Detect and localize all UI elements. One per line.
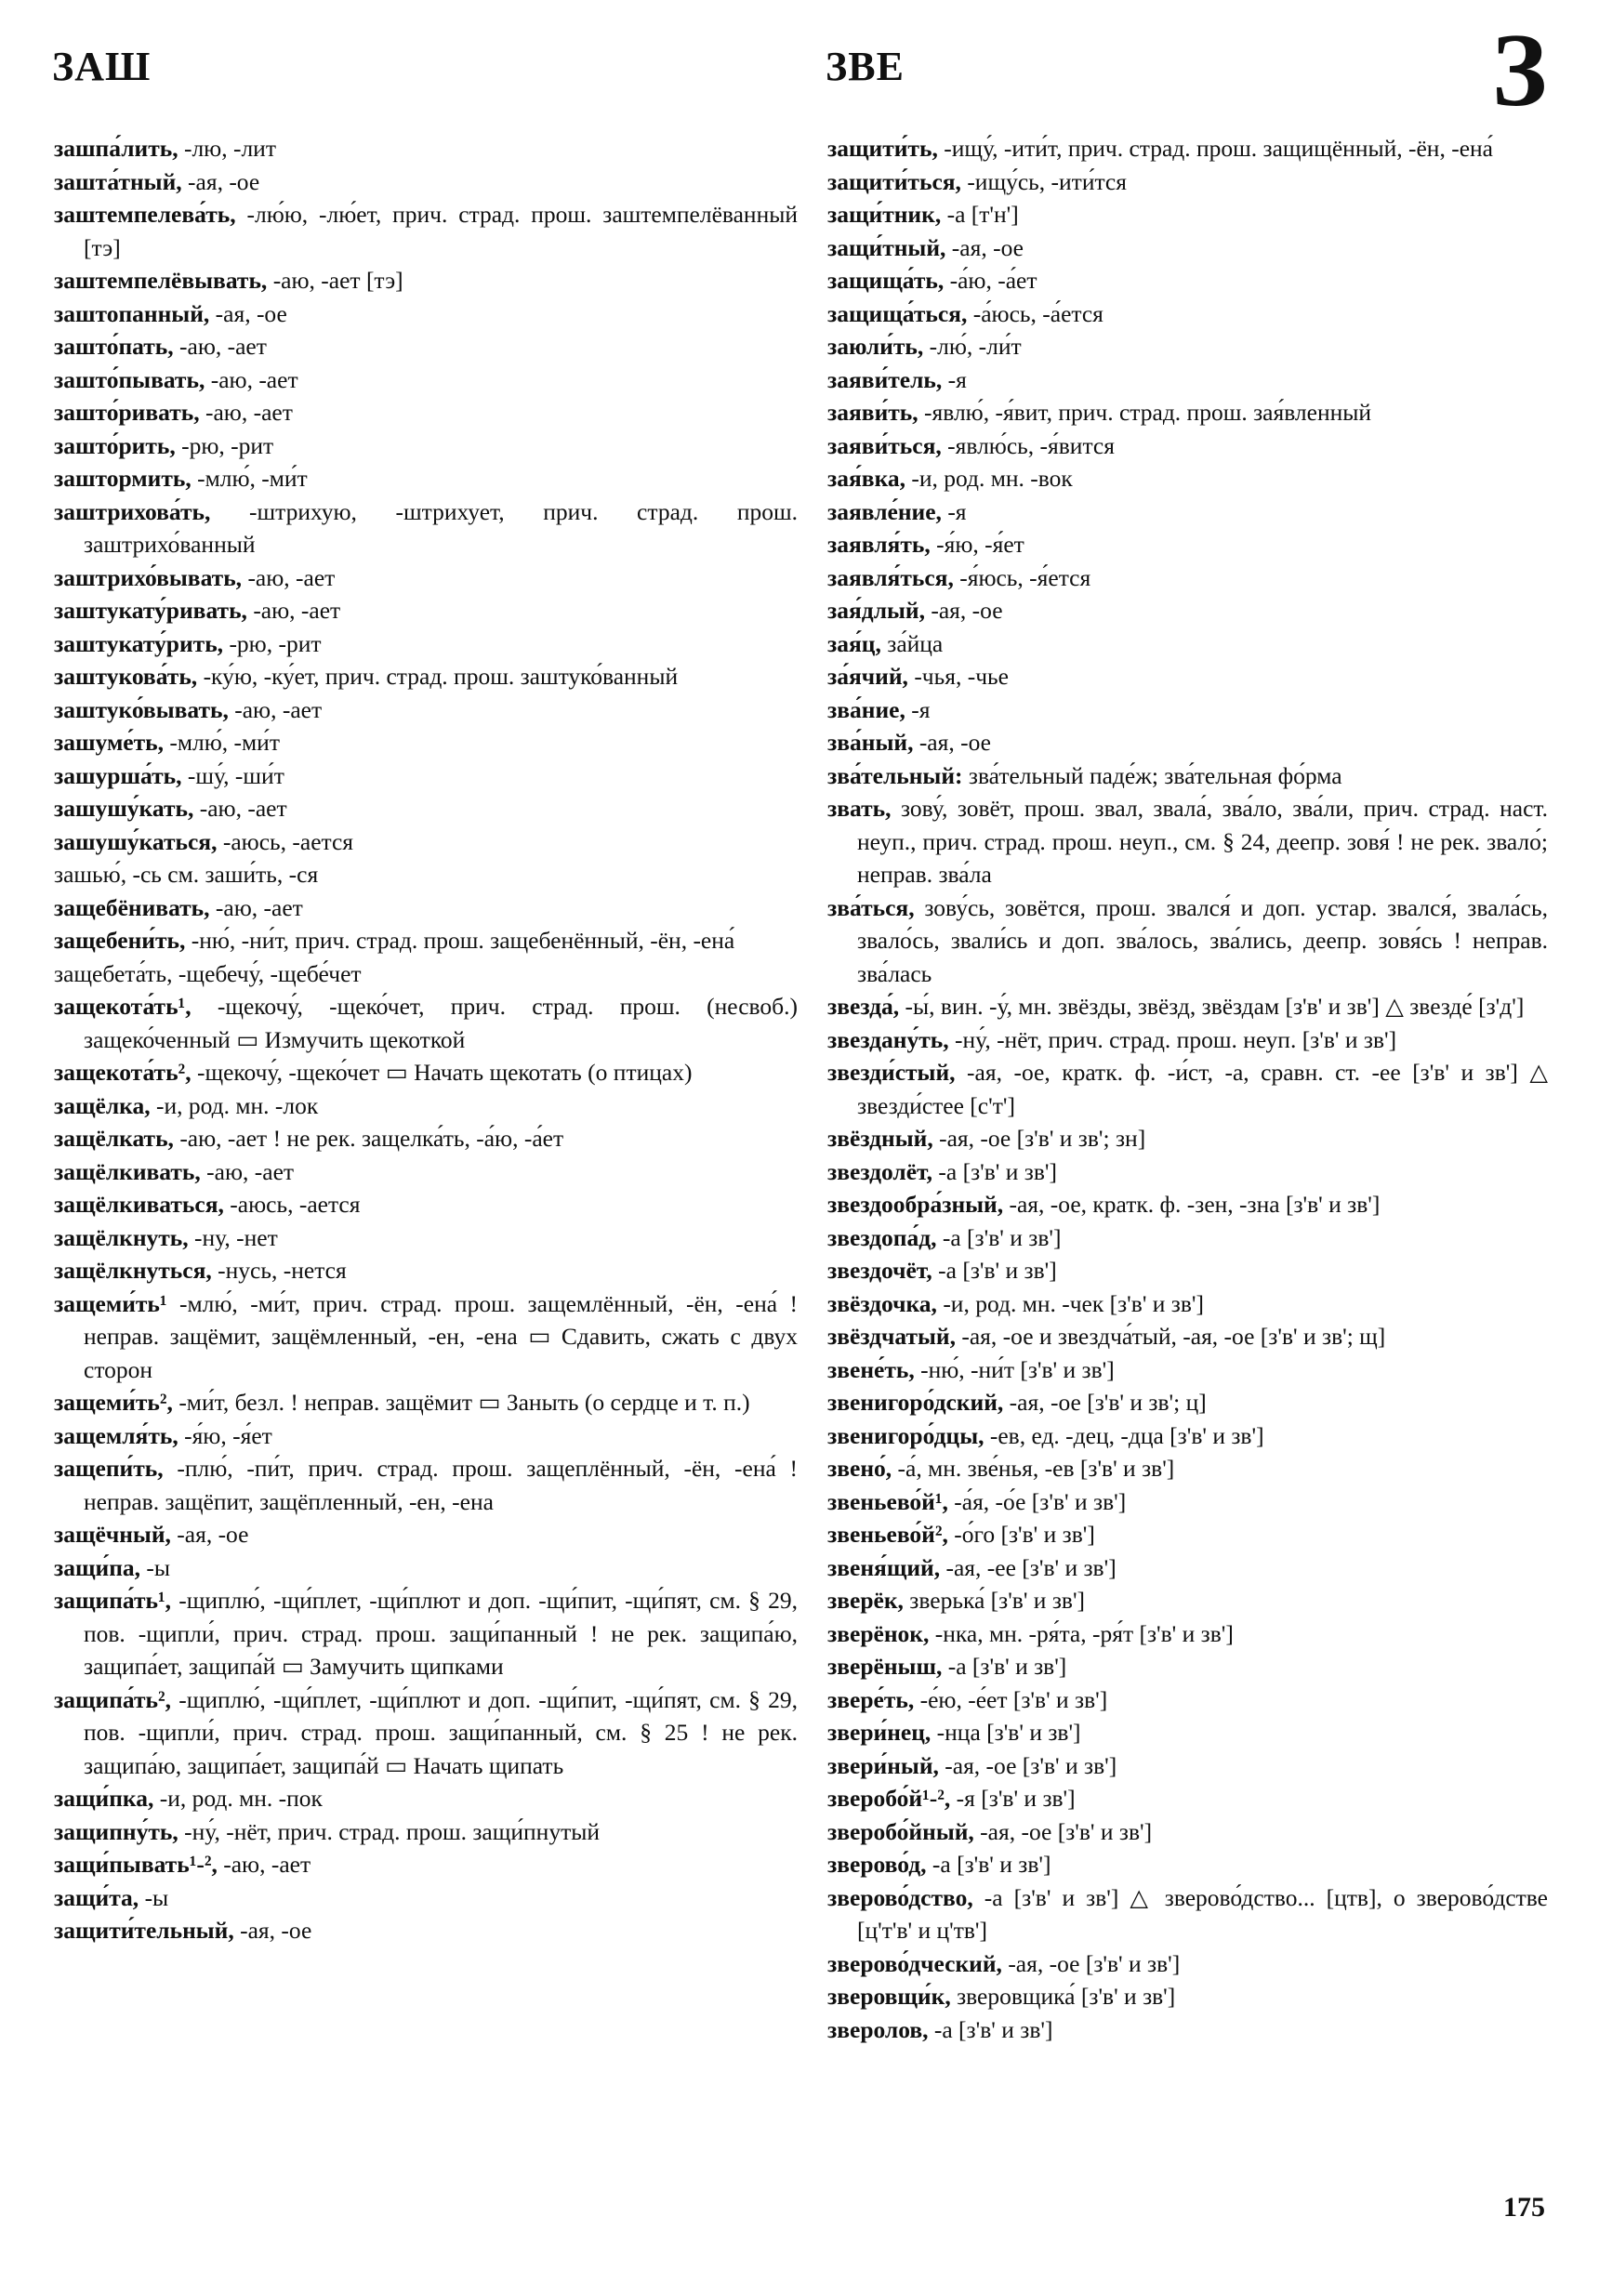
entry-text: -ну, -нет	[188, 1223, 278, 1251]
dictionary-entry	[54, 561, 798, 595]
dictionary-entry	[54, 957, 798, 991]
dictionary-entry	[54, 1584, 798, 1683]
dictionary-entry	[827, 1551, 1548, 1585]
entry-text: -аюсь, -ается	[223, 1191, 361, 1218]
entry-text: -ая, -ое	[233, 1917, 312, 1944]
dictionary-entry	[54, 1782, 798, 1815]
entry-text: -штрихую, -штрихует, прич. страд. прош. заштрихо́ванный	[84, 497, 798, 558]
entry-text: -а́ю, -а́ет	[944, 267, 1037, 294]
dictionary-entry	[54, 660, 798, 693]
entry-text: -я	[905, 695, 931, 723]
dictionary-entry	[54, 363, 798, 397]
entry-text: -а [з'в' и зв']	[932, 1257, 1057, 1284]
entry-text: -а [з'в' и зв']	[928, 2015, 1053, 2043]
headword: зва́ние,	[827, 695, 905, 723]
headword: зая́длый,	[827, 597, 925, 624]
headword: зашушу́каться,	[54, 827, 218, 855]
headword: зашто́ривать,	[54, 399, 200, 426]
headword: защёчный,	[54, 1521, 171, 1548]
entry-text: -ищу́, -ити́т, прич. страд. прош. защищённый, -ён, -ена́	[937, 135, 1493, 162]
headword: звене́ть,	[827, 1355, 915, 1383]
dictionary-entry	[827, 1947, 1548, 1981]
headword: звери́ный,	[827, 1751, 939, 1779]
headword: зашуме́ть,	[54, 729, 165, 756]
dictionary-entry	[827, 198, 1548, 231]
entry-text: -ая, -ое	[181, 167, 260, 195]
entry-text: -щиплю́, -щи́плет, -щи́плют и доп. -щи́пит, -щи́пят, см. § 29, пов. -щипли́, прич. страд. прош. защи́панный ! не рек. защипа́ю, защипа́ет, защипа́й ▭ Замучить щипками	[84, 1587, 798, 1680]
headword: звёздный,	[827, 1125, 933, 1152]
dictionary-entry	[827, 726, 1548, 759]
entry-text: -ая, -ое	[209, 299, 287, 327]
headword: зая́ц,	[827, 629, 881, 657]
headword: заявля́ться,	[827, 563, 954, 591]
dictionary-entry	[54, 1188, 798, 1221]
entry-text: -аю, -ает	[242, 563, 336, 591]
dictionary-entry	[827, 1254, 1548, 1287]
entry-text: -млю́, -ми́т	[191, 465, 308, 492]
headword: зверово́д,	[827, 1851, 927, 1878]
dictionary-entry	[54, 891, 798, 925]
dictionary-entry	[827, 1749, 1548, 1783]
dictionary-entry	[54, 495, 798, 561]
entry-text: -ы	[139, 1883, 169, 1911]
dictionary-entry	[827, 1353, 1548, 1387]
dictionary-entry	[54, 726, 798, 759]
entry-text: -ы	[140, 1553, 171, 1581]
headword: зверово́дство,	[827, 1883, 973, 1911]
entry-text: -а́, мн. зве́нья, -ев [з'в' и зв']	[892, 1455, 1175, 1482]
headword: звёздчатый,	[827, 1323, 956, 1350]
headword: звери́нец,	[827, 1719, 932, 1746]
headword: звеня́щий,	[827, 1553, 941, 1581]
headword: зашто́рить,	[54, 431, 176, 459]
entry-text: -ая, -ое, кратк. ф. -и́ст, -а, сравн. ст. -ее [з'в' и зв'] △ звезди́стее [с'т']	[857, 1059, 1548, 1119]
headword: зва́ный,	[827, 729, 914, 756]
headword: звере́ть,	[827, 1685, 915, 1713]
dictionary-entry	[54, 693, 798, 727]
entry-text: -аю, -ает	[199, 399, 293, 426]
headword: защебёнивать,	[54, 893, 210, 921]
headword: защекота́ть¹,	[54, 993, 192, 1020]
entry-text: -щекочу́, -щеко́чет, прич. страд. прош. (несвоб.) защеко́ченный ▭ Измучить щекоткой	[84, 993, 798, 1053]
headword: защемля́ть,	[54, 1421, 178, 1449]
dictionary-entry	[827, 396, 1548, 429]
headword: заштемпелева́ть,	[54, 201, 236, 228]
headword: зверёк,	[827, 1587, 904, 1614]
headword: заштукату́рить,	[54, 629, 224, 657]
entry-text: -я́ю, -я́ет	[178, 1421, 272, 1449]
headword: зверовщи́к,	[827, 1983, 951, 2010]
headword: звездообра́зный,	[827, 1191, 1004, 1218]
headword: защебени́ть,	[54, 927, 186, 954]
headword: звездочёт,	[827, 1257, 932, 1284]
dictionary-entry	[827, 264, 1548, 297]
headword: заявле́ние,	[827, 497, 942, 525]
headword: защи́тный,	[827, 233, 946, 261]
dictionary-entry	[827, 297, 1548, 331]
headword: заяви́ться,	[827, 431, 942, 459]
headword: защи́тник,	[827, 201, 942, 228]
dictionary-entry	[827, 363, 1548, 397]
entry-text: -ая, -ое [з'в' и зв']	[973, 1817, 1153, 1845]
dictionary-entry	[54, 1155, 798, 1189]
running-head-left: ЗАШ	[52, 44, 152, 89]
entry-text: -щиплю́, -щи́плет, -щи́плют и доп. -щи́пит, -щи́пят, см. § 29, пов. -щипли́, прич. страд. прош. защи́панный, см. § 25 ! не рек. защипа́ю, защипа́ет, защипа́й ▭ Начать щипать	[84, 1685, 798, 1779]
headword: звезди́стый,	[827, 1059, 956, 1086]
dictionary-entry	[54, 264, 798, 297]
dictionary-entry	[827, 1419, 1548, 1453]
entry-text: -нусь, -нется	[211, 1257, 347, 1284]
entry-text: -ая, -ое	[913, 729, 991, 756]
entry-text: -а [з'в' и зв']	[942, 1653, 1067, 1680]
headword: защёлкивать,	[54, 1157, 201, 1185]
headword: защёлкать,	[54, 1125, 174, 1152]
headword: звеньево́й²,	[827, 1521, 948, 1548]
entry-text: -а [з'в' и зв']	[926, 1851, 1051, 1878]
dictionary-entry	[827, 2013, 1548, 2047]
entry-text: -ая, -ое и звездча́тый, -ая, -ое [з'в' и зв'; щ]	[956, 1323, 1386, 1350]
dictionary-entry	[827, 231, 1548, 265]
dictionary-entry	[827, 1056, 1548, 1122]
dictionary-entry	[827, 1155, 1548, 1189]
entry-text: -рю, -рит	[175, 431, 274, 459]
headword: звено́,	[827, 1455, 892, 1482]
dictionary-entry	[54, 165, 798, 199]
headword: защепи́ть,	[54, 1455, 164, 1482]
entry-text: -ню́, -ни́т, прич. страд. прош. защебенённый, -ён, -ена́	[185, 927, 735, 954]
entry-text: -я́ю, -я́ет	[930, 531, 1024, 558]
headword: зверобо́йный,	[827, 1817, 974, 1845]
entry-text: -явлю́, -я́вит, прич. страд. прош. зая́вленный	[918, 399, 1372, 426]
dictionary-entry	[54, 1815, 798, 1849]
entry-text: -аю, -ает ! не рек. защелка́ть, -а́ю, -а́ет	[173, 1125, 564, 1152]
entry-text: -нка, мн. -ря́та, -ря́т [з'в' и зв']	[929, 1619, 1234, 1647]
dictionary-entry	[827, 1221, 1548, 1255]
headword: защёлкиваться,	[54, 1191, 224, 1218]
dictionary-entry	[827, 462, 1548, 495]
dictionary-entry	[827, 429, 1548, 463]
entry-text: -ая, -ое [з'в' и зв']	[1001, 1949, 1181, 1977]
dictionary-entry	[54, 759, 798, 793]
right-column	[827, 132, 1548, 2046]
entry-text: -аю, -ает [тэ]	[267, 267, 403, 294]
dictionary-entry	[54, 1089, 798, 1123]
entry-text: -аю, -ает	[228, 695, 323, 723]
entry-text: -и, род. мн. -вок	[905, 465, 1073, 492]
headword: зверёнок,	[827, 1619, 930, 1647]
dictionary-entry	[827, 660, 1548, 693]
entry-text: -а́я, -о́е [з'в' и зв']	[947, 1487, 1127, 1515]
dictionary-entry	[54, 1056, 798, 1089]
entry-text: -ми́т, безл. ! неправ. защёмит ▭ Заныть (о сердце и т. п.)	[172, 1389, 750, 1416]
entry-text: -ну́, -нёт, прич. страд. прош. неуп. [з'в' и зв']	[948, 1025, 1397, 1053]
headword: заштуко́вывать,	[54, 695, 229, 723]
entry-text: -шу́, -ши́т	[181, 761, 284, 789]
dictionary-entry	[827, 1683, 1548, 1717]
entry-text: -а [з'в' и зв'] △ зверово́дство... [цтв], о зверово́дстве [ц'т'в' и ц'тв']	[857, 1883, 1548, 1944]
headword: звенигоро́дский,	[827, 1389, 1004, 1416]
dictionary-entry	[827, 528, 1548, 561]
entry-text: -рю, -рит	[223, 629, 322, 657]
entry-text: -ая, -ое	[945, 233, 1024, 261]
entry-text: -ая, -ое	[924, 597, 1003, 624]
entry-text: -ку́ю, -ку́ет, прич. страд. прош. заштуко́ванный	[197, 663, 679, 690]
headword: заяви́ть,	[827, 399, 918, 426]
dictionary-entry	[54, 429, 798, 463]
headword: зверолов,	[827, 2015, 929, 2043]
headword: защеми́ть¹	[54, 1289, 167, 1317]
entry-text: -а [з'в' и зв']	[932, 1157, 1057, 1185]
headword: зверёныш,	[827, 1653, 943, 1680]
headword: защи́пывать¹‑²,	[54, 1851, 218, 1878]
headword: защи́па,	[54, 1553, 141, 1581]
dictionary-entry	[54, 330, 798, 363]
headword: заштопанный,	[54, 299, 210, 327]
dictionary-entry	[827, 1320, 1548, 1353]
dictionary-entry	[54, 1221, 798, 1255]
entry-text: -лю́, -ли́т	[923, 333, 1022, 360]
entry-text: зверовщика́ [з'в' и зв']	[950, 1983, 1176, 2010]
dictionary-entry	[54, 1518, 798, 1551]
entry-text: -ая, -ее [з'в' и зв']	[940, 1553, 1117, 1581]
dictionary-entry	[54, 1254, 798, 1287]
dictionary-entry	[54, 297, 798, 331]
dictionary-entry	[54, 198, 798, 264]
dictionary-entry	[54, 1848, 798, 1881]
dictionary-entry	[827, 1386, 1548, 1419]
headword: защеми́ть²,	[54, 1389, 173, 1416]
headword: зашто́пать,	[54, 333, 174, 360]
entry-text: -аю, -ает	[205, 365, 298, 393]
running-head-right: ЗВЕ	[826, 44, 905, 89]
entry-text: -аю, -ает	[200, 1157, 295, 1185]
headword: зая́вка,	[827, 465, 905, 492]
headword: звать,	[827, 795, 892, 822]
headword: защища́ться,	[827, 299, 968, 327]
entry-text: -и, род. мн. -чек [з'в' и зв']	[936, 1289, 1205, 1317]
dictionary-entry	[54, 1914, 798, 1947]
dictionary-entry	[54, 1122, 798, 1155]
dictionary-entry	[827, 1782, 1548, 1815]
dictionary-entry	[827, 165, 1548, 199]
headword: защища́ть,	[827, 267, 945, 294]
entry-text: зва́тельный паде́ж; зва́тельная фо́рма	[962, 761, 1342, 789]
entry-text: защебета́ть, -щебечу́, -щебе́чет	[54, 959, 362, 987]
headword: звенигоро́дцы,	[827, 1421, 985, 1449]
dictionary-entry	[827, 990, 1548, 1023]
entry-text: -чья, -чье	[907, 663, 1010, 690]
headword: защёлка,	[54, 1091, 151, 1119]
headword: защёлкнуть,	[54, 1223, 189, 1251]
dictionary-entry	[54, 396, 798, 429]
headword: заштукату́ривать,	[54, 597, 247, 624]
entry-text: -я [з'в' и зв']	[950, 1785, 1076, 1812]
entry-text: -ню́, -ни́т [з'в' и зв']	[914, 1355, 1115, 1383]
dictionary-entry	[827, 792, 1548, 891]
headword: за́ячий,	[827, 663, 908, 690]
headword: защипа́ть¹,	[54, 1587, 172, 1614]
entry-text: -явлю́сь, -я́вится	[941, 431, 1115, 459]
dictionary-entry	[54, 924, 798, 957]
headword: зашушу́кать,	[54, 795, 194, 822]
dictionary-entry	[827, 1650, 1548, 1683]
dictionary-entry	[827, 1485, 1548, 1519]
dictionary-entry	[827, 330, 1548, 363]
entry-text: -о́го [з'в' и зв']	[947, 1521, 1095, 1548]
entry-text: -аю, -ает	[193, 795, 287, 822]
dictionary-entry	[827, 1881, 1548, 1947]
entry-text: -ая, -ое [з'в' и зв']	[938, 1751, 1117, 1779]
headword: зва́ться,	[827, 893, 915, 921]
entry-text: -млю́, -ми́т, прич. страд. прош. защемлённый, -ён, -ена́ ! неправ. защёмит, защёмленный, -ен, -ена ▭ Сдавить, сжать с двух сторон	[84, 1289, 798, 1383]
dictionary-entry	[54, 792, 798, 825]
entry-text: -лю, -лит	[178, 135, 276, 162]
entry-text: -млю́, -ми́т	[164, 729, 280, 756]
headword: заштормить,	[54, 465, 192, 492]
headword: зверобо́й¹‑²,	[827, 1785, 951, 1812]
left-column	[54, 132, 798, 1947]
entry-text: зову́, зовёт, прош. звал, звала́, зва́ло, зва́ли, прич. страд. наст. неуп., прич. страд. прош. неуп., см. § 24, деепр. зовя́ ! не рек. звало́; неправ. зва́ла	[857, 795, 1548, 888]
entry-text: -ая, -ое [з'в' и зв'; ц]	[1003, 1389, 1207, 1416]
dictionary-entry	[827, 495, 1548, 529]
entry-text: -и, род. мн. -лок	[150, 1091, 319, 1119]
entry-text: -аю, -ает	[173, 333, 267, 360]
headword: защити́ться,	[827, 167, 961, 195]
headword: заштрихова́ть,	[54, 497, 211, 525]
headword: защипну́ть,	[54, 1817, 178, 1845]
entry-text: -ев, ед. -дец, -дца [з'в' и зв']	[984, 1421, 1264, 1449]
dictionary-entry	[54, 594, 798, 627]
entry-text: зову́сь, зовётся, прош. звался́ и доп. устар. звался́, звала́сь, звало́сь, звали́сь и доп. зва́лось, зва́лись, деепр. зовя́сь ! неправ. зва́лась	[857, 893, 1548, 987]
dictionary-entry	[827, 1287, 1548, 1321]
headword: звезда́,	[827, 993, 900, 1020]
headword: защи́та,	[54, 1883, 139, 1911]
dictionary-entry	[827, 627, 1548, 661]
dictionary-entry	[827, 1815, 1548, 1849]
headword: зашурша́ть,	[54, 761, 182, 789]
headword: звездопа́д,	[827, 1223, 937, 1251]
page-number: 175	[1503, 2192, 1545, 2223]
headword: заштемпелёвывать,	[54, 267, 268, 294]
dictionary-entry	[827, 1848, 1548, 1881]
headword: защити́ть,	[827, 135, 938, 162]
section-letter: З	[1491, 13, 1547, 128]
entry-text: -я́юсь, -я́ется	[953, 563, 1091, 591]
dictionary-entry	[827, 561, 1548, 595]
dictionary-entry	[54, 1386, 798, 1419]
headword: зверово́дческий,	[827, 1949, 1002, 1977]
dictionary-entry	[54, 1287, 798, 1387]
entry-text: -ая, -ое	[170, 1521, 249, 1548]
entry-text: -ы́, вин. -у́, мн. звёзды, звёзд, звёздам [з'в' и зв'] △ звезде́ [з'д']	[899, 993, 1525, 1020]
entry-text: -я	[942, 365, 967, 393]
dictionary-entry	[54, 1881, 798, 1915]
entry-text: -я	[941, 497, 967, 525]
headword: защипа́ть²,	[54, 1685, 172, 1713]
entry-text: -ая, -ое, кратк. ф. -зен, -зна [з'в' и зв']	[1003, 1191, 1381, 1218]
dictionary-entry	[827, 132, 1548, 165]
entry-text: -и, род. мн. -пок	[153, 1785, 323, 1812]
headword: заяви́тель,	[827, 365, 943, 393]
headword: зва́тельный:	[827, 761, 963, 789]
entry-text: -лю́ю, -лю́ет, прич. страд. прош. заштемпелёванный [тэ]	[84, 201, 798, 261]
entry-text: -ну́, -нёт, прич. страд. прош. защи́пнутый	[178, 1817, 600, 1845]
entry-text: -плю́, -пи́т, прич. страд. прош. защеплённый, -ён, -ена́ ! неправ. защёпит, защёпленный, -ен, -ена	[84, 1455, 798, 1515]
dictionary-entry	[54, 1683, 798, 1783]
entry-text: за́йца	[880, 629, 944, 657]
entry-text: -а [т'н']	[941, 201, 1019, 228]
entry-text: -аю, -ает	[209, 893, 303, 921]
dictionary-entry	[54, 825, 798, 859]
dictionary-entry	[54, 462, 798, 495]
entry-text: -щекочу́, -щеко́чет ▭ Начать щекотать (о птицах)	[191, 1059, 693, 1086]
headword: заявля́ть,	[827, 531, 931, 558]
dictionary-entry	[827, 1122, 1548, 1155]
dictionary-entry	[54, 132, 798, 165]
headword: звёздочка,	[827, 1289, 937, 1317]
dictionary-entry	[827, 693, 1548, 727]
dictionary-entry	[54, 627, 798, 661]
headword: звездолёт,	[827, 1157, 933, 1185]
dictionary-entry	[54, 1551, 798, 1585]
dictionary-entry	[827, 1023, 1548, 1057]
entry-text: -аю, -ает	[217, 1851, 311, 1878]
headword: зашта́тный,	[54, 167, 182, 195]
dictionary-entry	[827, 1188, 1548, 1221]
dictionary-entry	[827, 1980, 1548, 2013]
dictionary-entry	[54, 858, 798, 891]
headword: заштрихо́вывать,	[54, 563, 243, 591]
entry-text: -аюсь, -ается	[217, 827, 354, 855]
entry-text: зашью́, -сь см. заши́ть, -ся	[54, 861, 319, 888]
entry-text: -а [з'в' и зв']	[936, 1223, 1062, 1251]
dictionary-entry	[54, 1419, 798, 1453]
dictionary-entry	[827, 1518, 1548, 1551]
entry-text: -нца [з'в' и зв']	[931, 1719, 1081, 1746]
entry-text: -а́юсь, -а́ется	[967, 299, 1103, 327]
dictionary-entry	[54, 1452, 798, 1518]
headword: защёлкнуться,	[54, 1257, 212, 1284]
dictionary-entry	[827, 759, 1548, 793]
headword: заюли́ть,	[827, 333, 924, 360]
dictionary-entry	[827, 1617, 1548, 1651]
headword: защи́пка,	[54, 1785, 154, 1812]
headword: зашто́пывать,	[54, 365, 205, 393]
dictionary-entry	[827, 1452, 1548, 1485]
headword: звездану́ть,	[827, 1025, 949, 1053]
entry-text: зверька́ [з'в' и зв']	[903, 1587, 1086, 1614]
headword: заштукова́ть,	[54, 663, 198, 690]
headword: защекота́ть²,	[54, 1059, 192, 1086]
dictionary-entry	[54, 990, 798, 1056]
entry-text: -е́ю, -е́ет [з'в' и зв']	[914, 1685, 1108, 1713]
dictionary-entry	[827, 1716, 1548, 1749]
dictionary-entry	[827, 1584, 1548, 1617]
headword: зашпа́лить,	[54, 135, 178, 162]
entry-text: -ищу́сь, -ити́тся	[960, 167, 1127, 195]
headword: звеньево́й¹,	[827, 1487, 948, 1515]
headword: защити́тельный,	[54, 1917, 234, 1944]
dictionary-entry	[827, 891, 1548, 991]
entry-text: -ая, -ое [з'в' и зв'; зн]	[932, 1125, 1146, 1152]
entry-text: -аю, -ает	[246, 597, 341, 624]
dictionary-entry	[827, 594, 1548, 627]
